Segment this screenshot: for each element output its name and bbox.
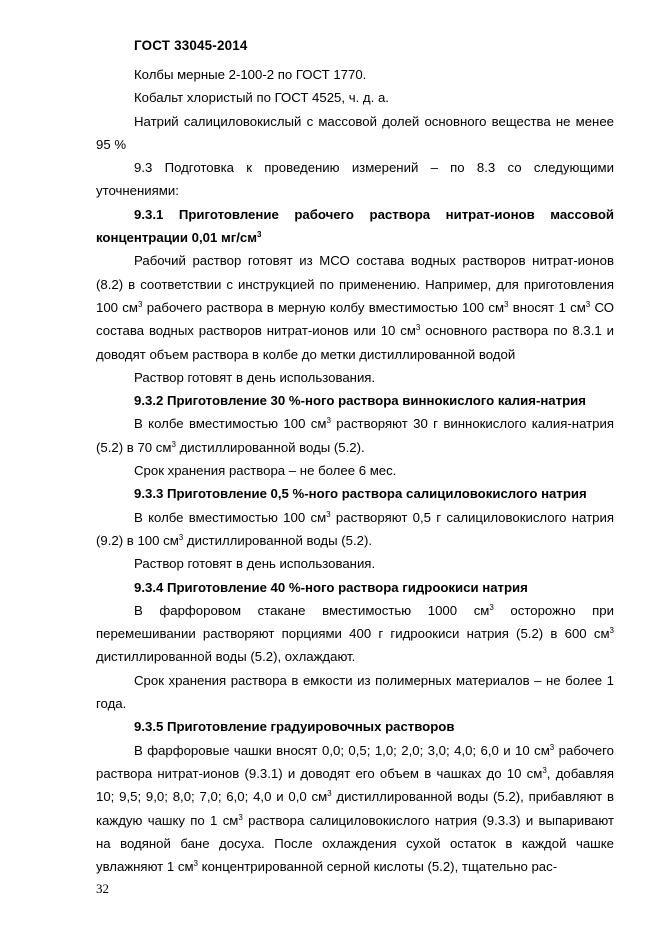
text-run: В колбе вместимостью 100 см	[134, 416, 327, 432]
standard-code-header: ГОСТ 33045-2014	[134, 38, 248, 53]
superscript: 3	[549, 742, 555, 752]
superscript: 3	[238, 812, 243, 822]
paragraph	[96, 506, 614, 553]
text-run: растворяют 30 г виннокислого калия-натрия (5.2) в 70 см	[96, 416, 614, 455]
paragraph: Кобальт хлористый по ГОСТ 4525, ч. д. а.	[134, 90, 389, 106]
paragraph	[96, 599, 614, 669]
text-run: , добавляя 10; 9,5; 9,0; 8,0; 7,0; 6,0; 4,0 и 0,0 см	[96, 765, 614, 805]
text-run: дистиллированной воды (5.2), охлаждают.	[96, 649, 356, 665]
superscript: 3	[178, 532, 184, 542]
text-run: дистиллированной воды (5.2).	[183, 532, 373, 548]
page-number: 32	[96, 881, 109, 896]
text-run: вносят 1 см	[508, 299, 586, 315]
text-run: СО состава водных растворов нитрат-ионов или 10 см	[96, 299, 615, 339]
text-run: В фарфоровом стакане вместимостью 1000 см	[134, 602, 490, 618]
superscript: 3	[609, 626, 614, 636]
paragraph	[96, 739, 614, 879]
superscript: 3	[415, 323, 421, 333]
text-run: растворяют 0,5 г салициловокислого натрия (9.2) в 100 см	[96, 509, 614, 548]
section-heading: 9.3.5 Приготовление градуировочных растворов	[134, 719, 455, 735]
text-run: Рабочий раствор готовят из МСО состава водных растворов нитрат-ионов (8.2) в соответствии с инструкцией по применению. Например, для приготовления 100 см	[96, 253, 614, 315]
superscript: 3	[504, 299, 509, 309]
text-run: В колбе вместимостью 100 см	[134, 509, 327, 525]
text-run: осторожно при перемешивании растворяют порциями 400 г гидроокиси натрия (5.2) в 600 см	[96, 602, 614, 642]
paragraph: 9.3 Подготовка к проведению измерений – по 8.3 со следующими уточнениями:	[96, 160, 614, 199]
superscript: 3	[585, 299, 591, 309]
superscript: 3	[193, 859, 198, 869]
superscript: 3	[542, 765, 547, 775]
section-heading	[96, 203, 614, 250]
section-heading: 9.3.3 Приготовление 0,5 %-ного раствора салициловокислого натрия	[134, 486, 587, 502]
paragraph: Срок хранения раствора – не более 6 мес.	[134, 463, 397, 479]
text-run: рабочего раствора нитрат-ионов (9.3.1) и доводят его объем в чашках до 10 см	[96, 742, 614, 781]
text-run: В фарфоровые чашки вносят 0,0; 0,5; 1,0; 2,0; 3,0; 4,0; 6,0 и 10 см	[134, 742, 550, 758]
document-body	[96, 63, 614, 878]
superscript: 3	[326, 416, 331, 426]
section-heading: 9.3.2 Приготовление 30 %-ного раствора виннокислого калия-натрия	[134, 393, 586, 409]
text-run: основного раствора по 8.3.1 и доводят объем раствора в колбе до метки дистиллированной водой	[96, 323, 614, 362]
paragraph: Раствор готовят в день использования.	[134, 369, 376, 385]
superscript: 3	[171, 439, 176, 449]
paragraph: Срок хранения раствора в емкости из полимерных материалов – не более 1 года.	[96, 672, 614, 712]
text-run: 9.3.1 Приготовление рабочего раствора нитрат-ионов массовой концентрации 0,01 мг/см	[96, 206, 614, 246]
superscript: 3	[327, 789, 332, 799]
text-run: дистиллированной воды (5.2).	[175, 439, 365, 455]
paragraph	[96, 249, 614, 365]
text-run: концентрированной серной кислоты (5.2), тщательно рас-	[198, 859, 558, 875]
superscript: 3	[257, 230, 262, 240]
text-run: дистиллированной воды (5.2), прибавляют в каждую чашку по 1 см	[96, 789, 614, 828]
paragraph: Раствор готовят в день использования.	[134, 556, 376, 572]
superscript: 3	[326, 509, 331, 519]
paragraph: Натрий салициловокислый с массовой долей основного вещества не менее 95 %	[96, 113, 614, 152]
superscript: 3	[137, 299, 143, 309]
text-run: рабочего раствора в мерную колбу вместимостью 100 см	[142, 299, 505, 315]
paragraph: Колбы мерные 2-100-2 по ГОСТ 1770.	[134, 67, 367, 82]
paragraph	[96, 412, 614, 459]
section-heading: 9.3.4 Приготовление 40 %-ного раствора гидроокиси натрия	[134, 579, 528, 595]
superscript: 3	[489, 602, 494, 612]
text-run: раствора салициловокислого натрия (9.3.3) и выпаривают на водяной бане досуха. После охлаждения сухой остаток в каждой чашке увлажняют 1 см	[96, 812, 614, 875]
